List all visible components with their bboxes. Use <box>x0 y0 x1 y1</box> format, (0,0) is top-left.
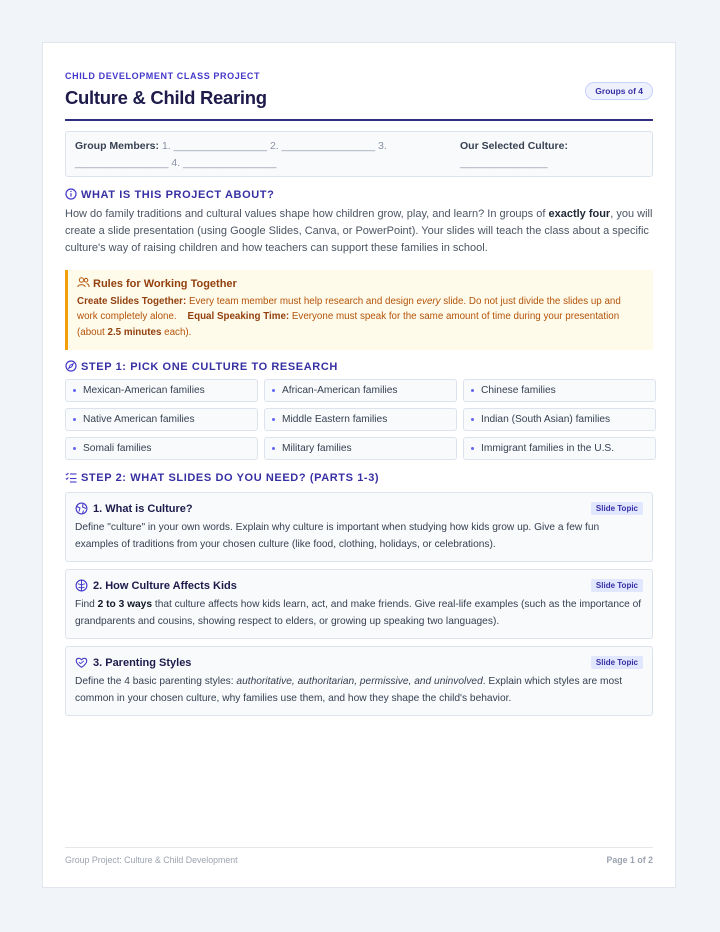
card-text: Define "culture" in your own words. Explain why culture is important when studying how kids grow up. Give a few fun examples of traditions from your chosen culture (like food, clothing, holidays, or celebrations). <box>75 522 600 550</box>
culture-label: Our Selected Culture: <box>460 140 568 152</box>
users-icon <box>77 277 90 288</box>
group-size-badge: Groups of 4 <box>585 82 653 100</box>
checklist-icon <box>65 471 77 483</box>
heart-hands-icon <box>75 656 88 669</box>
info-icon <box>65 188 77 200</box>
about-paragraph: How do family traditions and cultural values shape how children grow, play, and learn? In groups of exactly four, you will create a slide presentation (using Google Slides, Canva, or PowerPoint). Your slides will teach the class about a specific culture's way of raising children and how teachers can support these families in school. <box>65 208 653 254</box>
globe-icon <box>75 502 88 515</box>
culture-field[interactable] <box>460 138 640 172</box>
culture-option[interactable]: Military families <box>264 437 457 460</box>
culture-option[interactable]: Indian (South Asian) families <box>463 408 656 431</box>
slide-topic-card-2 <box>65 569 653 639</box>
rules-callout <box>65 270 653 350</box>
card-text: Find 2 to 3 ways that culture affects how kids learn, act, and make friends. Give real-life examples (such as the importance of grandparents and cousins, showing respect to elders, or growing up speaking two languages). <box>75 599 642 627</box>
step1-heading: STEP 1: PICK ONE CULTURE TO RESEARCH <box>65 360 338 373</box>
members-blanks: 1. ________________ 2. ________________ 3. ________________ 4. ________________ <box>75 140 387 169</box>
brain-icon <box>75 579 88 592</box>
culture-option[interactable]: African-American families <box>264 379 457 402</box>
worksheet-page <box>42 42 676 888</box>
group-members-box <box>65 131 653 177</box>
card-text: Define the 4 basic parenting styles: authoritative, authoritarian, permissive, and uninvolved. Explain which styles are most common in your chosen culture, why families use them, and how they shape the child's behavior. <box>75 676 623 704</box>
members-field[interactable] <box>75 138 393 172</box>
rules-text: Create Slides Together: Every team member must help research and design every slide. Do not just divide the slides up and work completely alone. Equal Speaking Time: Everyone must speak for the same amount of time during your presentation (about 2.5 minutes each). <box>77 295 621 338</box>
title-divider <box>65 119 653 121</box>
card-title: 1. What is Culture? <box>75 502 193 515</box>
card-title: 2. How Culture Affects Kids <box>75 579 237 592</box>
culture-option[interactable]: Middle Eastern families <box>264 408 457 431</box>
slide-topic-tag: Slide Topic <box>591 656 643 669</box>
card-title: 3. Parenting Styles <box>75 656 191 669</box>
slide-topic-card-1 <box>65 492 653 562</box>
eyebrow-label: CHILD DEVELOPMENT CLASS PROJECT <box>65 71 261 81</box>
members-label: Group Members: <box>75 140 160 152</box>
culture-option[interactable]: Immigrant families in the U.S. <box>463 437 656 460</box>
culture-blank: _______________ <box>460 157 548 169</box>
footer-divider <box>65 847 653 848</box>
footer-project-label: Group Project: Culture & Child Development <box>65 855 238 865</box>
culture-option[interactable]: Chinese families <box>463 379 656 402</box>
about-heading: WHAT IS THIS PROJECT ABOUT? <box>65 188 274 201</box>
culture-option[interactable]: Mexican-American families <box>65 379 258 402</box>
step2-heading: STEP 2: WHAT SLIDES DO YOU NEED? (PARTS 1-3) <box>65 471 379 484</box>
slide-topic-tag: Slide Topic <box>591 502 643 515</box>
culture-option[interactable]: Native American families <box>65 408 258 431</box>
rules-heading: Rules for Working Together <box>77 277 643 293</box>
page-title: Culture & Child Rearing <box>65 87 267 108</box>
slide-topic-card-3 <box>65 646 653 716</box>
page-number: Page 1 of 2 <box>606 855 653 865</box>
slide-topic-tag: Slide Topic <box>591 579 643 592</box>
culture-option[interactable]: Somali families <box>65 437 258 460</box>
compass-icon <box>65 360 77 372</box>
